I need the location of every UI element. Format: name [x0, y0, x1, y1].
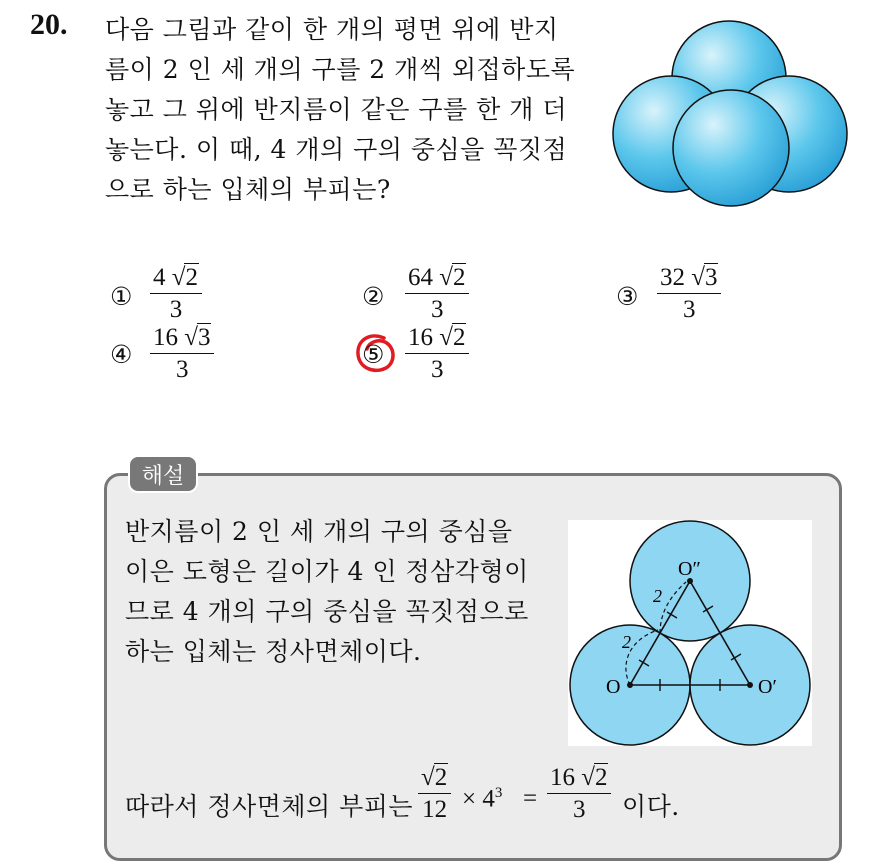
spheres-illustration: [605, 20, 855, 210]
question-line: 놓는다. 이 때, 4 개의 구의 중심을 꼭짓점: [105, 135, 568, 164]
question-number: 20.: [30, 8, 68, 41]
choice-mark[interactable]: ②: [362, 282, 385, 311]
choice-mark[interactable]: ③: [616, 282, 639, 311]
choice-3-fraction[interactable]: $\frac{32 √3}{3}$: [657, 265, 721, 322]
choice-mark[interactable]: ④: [110, 340, 133, 369]
solution-line: 므로 4 개의 구의 중심을 꼭짓점으로: [125, 597, 529, 626]
choice-4-fraction[interactable]: $\frac{16 √3}{3}$: [150, 325, 214, 382]
question-line: 다음 그림과 같이 한 개의 평면 위에 반지: [105, 15, 559, 44]
solution-line: 반지름이 2 인 세 개의 구의 중심을: [125, 517, 513, 546]
center-point: [627, 682, 633, 688]
question-line: 으로 하는 입체의 부피는?: [105, 175, 391, 204]
label-radius: 2: [622, 632, 631, 652]
final-suffix: 이다.: [622, 792, 680, 821]
formula-fraction-1: $\frac{√2}{12}$: [418, 765, 451, 822]
formula-equals: =: [523, 785, 538, 812]
label-o-double-prime: O″: [678, 558, 701, 580]
label-radius: 2: [653, 586, 662, 606]
choice-mark[interactable]: ①: [110, 282, 133, 311]
label-o-prime: O′: [758, 676, 777, 698]
formula-fraction-2: $\frac{16 √2}{3}$: [547, 765, 611, 822]
center-point: [747, 682, 753, 688]
choice-mark[interactable]: ⑤: [362, 340, 385, 369]
choice-5-fraction[interactable]: $\frac{16 √2}{3}$: [405, 325, 469, 382]
formula-times: × $4^3$: [462, 785, 503, 813]
label-o: O: [606, 676, 621, 698]
question-line: 놓고 그 위에 반지름이 같은 구를 한 개 더: [105, 95, 567, 124]
choice-1-fraction[interactable]: $\frac{4 √2}{3}$: [150, 265, 202, 322]
tangent-circles-diagram: [568, 520, 812, 746]
question-line: 름이 2 인 세 개의 구를 2 개씩 외접하도록: [105, 55, 576, 84]
solution-line: 이은 도형은 길이가 4 인 정삼각형이: [125, 557, 529, 586]
solution-figure: [568, 520, 812, 746]
choice-2-fraction[interactable]: $\frac{64 √2}{3}$: [405, 265, 469, 322]
solution-line: 하는 입체는 정사면체이다.: [125, 637, 422, 666]
solution-badge: 해설: [128, 455, 198, 493]
sphere-top: [673, 90, 789, 206]
final-prefix: 따라서 정사면체의 부피는: [125, 792, 414, 821]
